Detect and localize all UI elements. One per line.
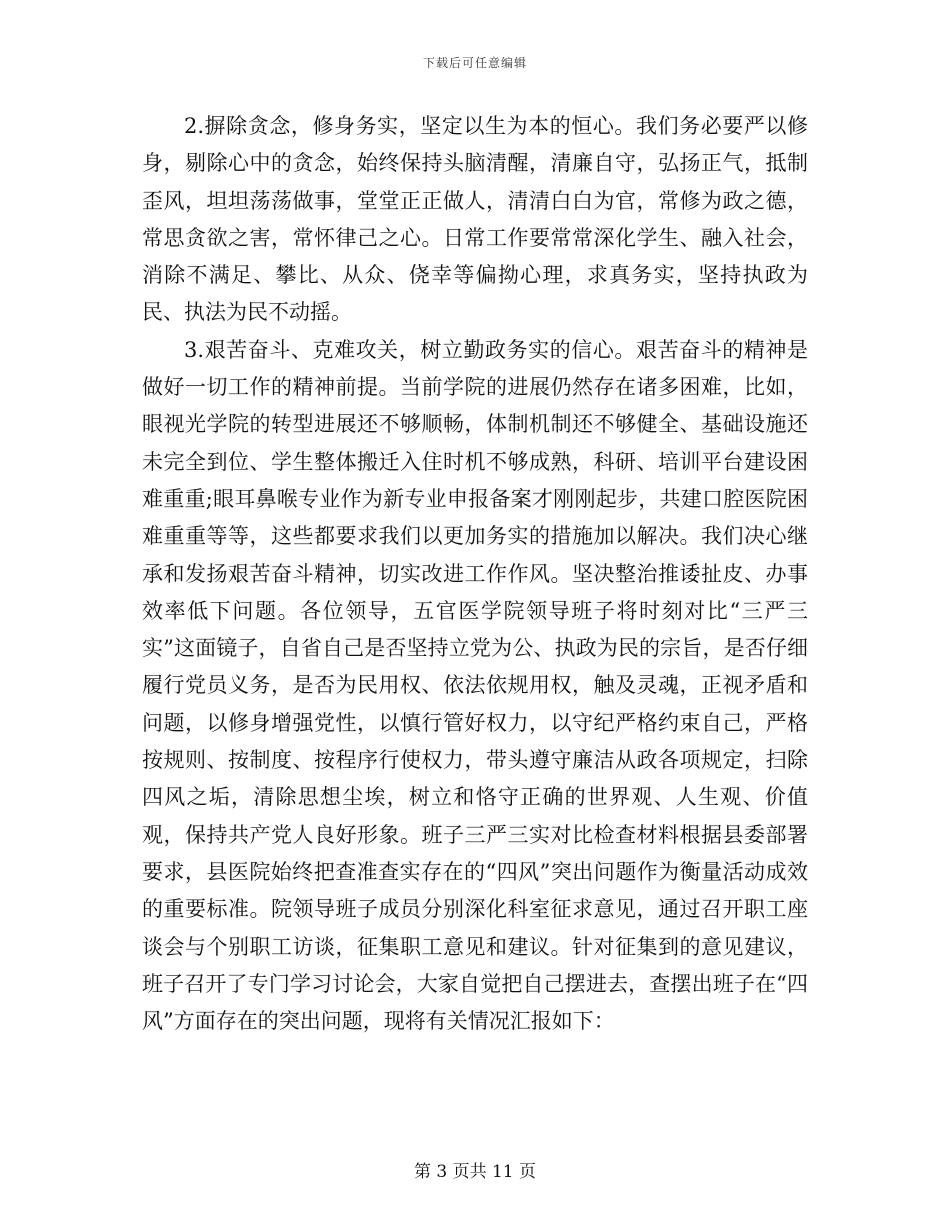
paragraph-item-3: 3.艰苦奋斗、克难攻关，树立勤政务实的信心。艰苦奋斗的精神是做好一切工作的精神前提。当前学院的进展仍然存在诸多困难，比如，眼视光学院的转型进展还不够顺畅，体制机制还不够健全、基础设施还未完全到位、学生整体搬迁入住时机不够成熟，科研、培训平台建设困难重重;眼耳鼻喉专业作为新专业申报备案才刚刚起步，共建口腔医院困难重重等等，这些都要求我们以更加务实的措施加以解决。我们决心继承和发扬艰苦奋斗精神，切实改进工作作风。坚决整治推诿扯皮、办事效率低下问题。各位领导，五官医学院领导班子将时刻对比“三严三实”这面镜子，自省自己是否坚持立党为公、执政为民的宗旨，是否仔细履行党员义务，是否为民用权、依法依规用权，触及灵魂，正视矛盾和问题，以修身增强党性，以慎行管好权力，以守纪严格约束自己，严格按规则、按制度、按程序行使权力，带头遵守廉洁从政各项规定，扫除四风之垢，清除思想尘埃，树立和恪守正确的世界观、人生观、价值观，保持共产党人良好形象。班子三严三实对比检查材料根据县委部署要求，县医院始终把查准查实存在的“四风”突出问题作为衡量活动成效的重要标准。院领导班子成员分别深化科室征求意见，通过召开职工座谈会与个别职工访谈，征集职工意见和建议。针对征集到的意见建议，班子召开了专门学习讨论会，大家自觉把自己摆进去，查摆出班子在“四风”方面存在的突出问题，现将有关情况汇报如下： [142, 337, 808, 1034]
page-footer: 第 3 页共 11 页 [413, 1162, 537, 1182]
header-note: 下载后可任意编辑 [422, 56, 527, 70]
body-text [142, 108, 808, 1040]
paragraph-item-2: 2.摒除贪念，修身务实，坚定以生为本的恒心。我们务必要严以修身，剔除心中的贪念，始终保持头脑清醒，清廉自守，弘扬正气，抵制歪风，坦坦荡荡做事，堂堂正正做人，清清白白为官，常修为政之德，常思贪欲之害，常怀律己之心。日常工作要常常深化学生、融入社会，消除不满足、攀比、从众、侥幸等偏拗心理，求真务实，坚持执政为民、执法为民不动摇。 [142, 114, 808, 325]
